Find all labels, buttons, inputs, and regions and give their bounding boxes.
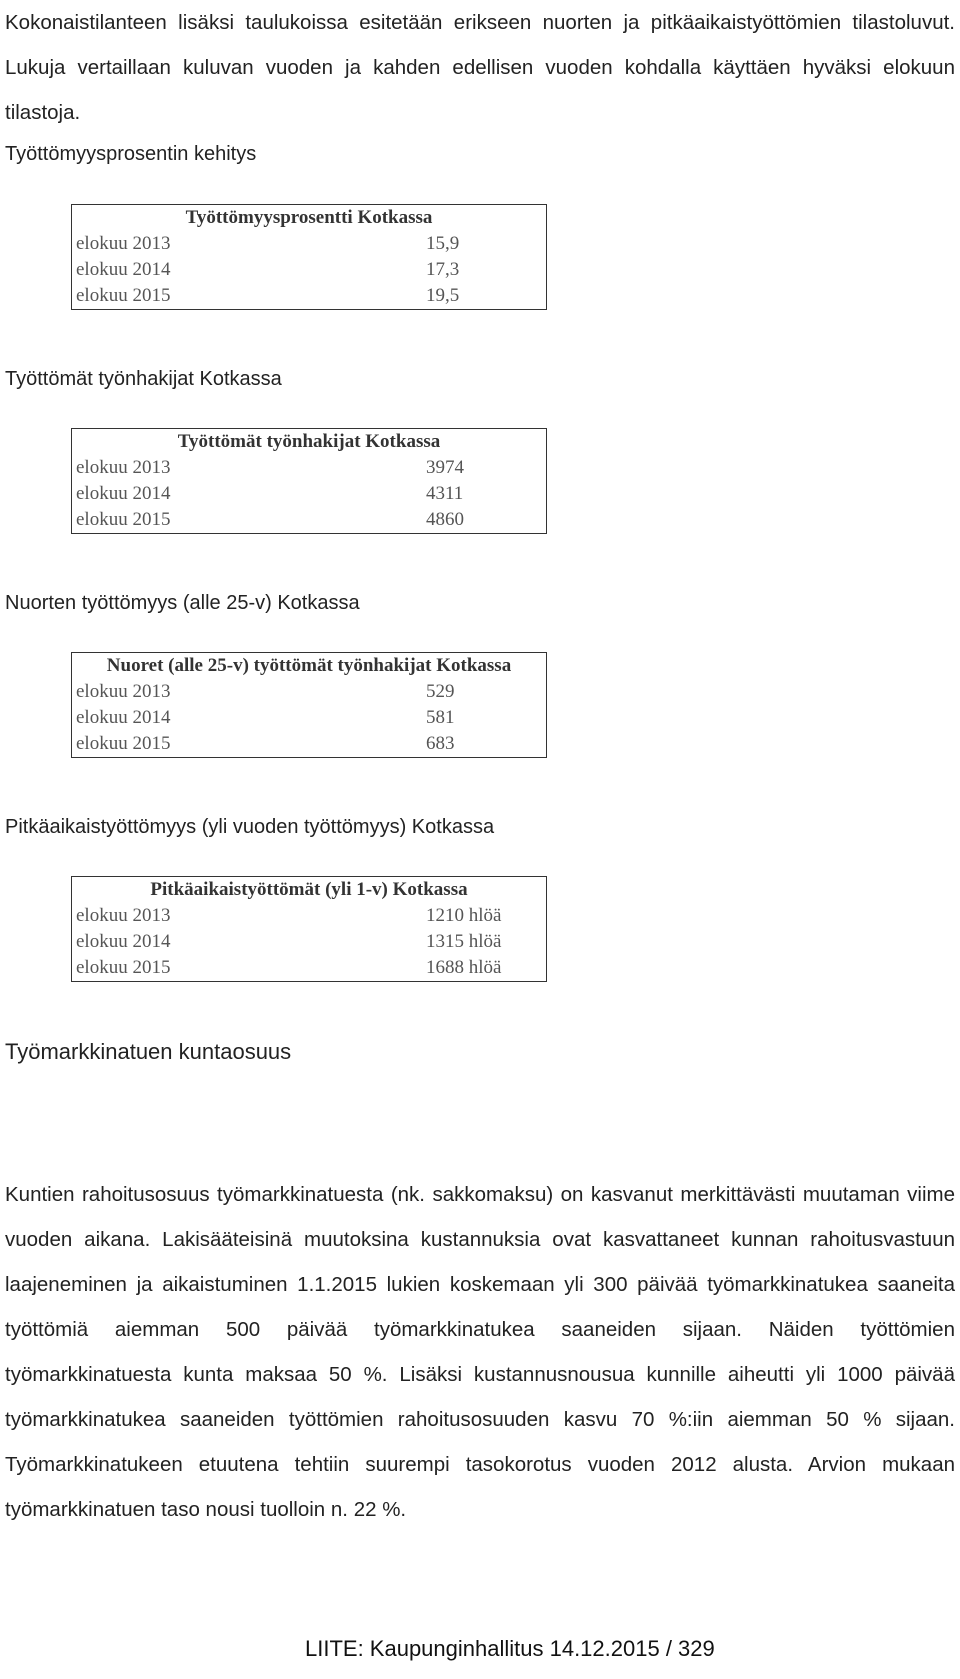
period-cell: elokuu 2013 bbox=[76, 905, 171, 926]
period-cell: elokuu 2015 bbox=[72, 731, 247, 758]
value-cell: 529 bbox=[426, 681, 455, 702]
table-unemployment-rate bbox=[71, 204, 547, 310]
page-footer: LIITE: Kaupunginhallitus 14.12.2015 / 329 bbox=[305, 1636, 715, 1661]
table-row bbox=[72, 955, 547, 982]
table-row bbox=[72, 679, 547, 705]
value-cell: 683 bbox=[246, 731, 547, 758]
value-cell: 3974 bbox=[426, 457, 464, 478]
value-cell: 1315 hlöä bbox=[426, 931, 502, 952]
period-cell: elokuu 2014 bbox=[76, 259, 171, 280]
section-heading-job-seekers: Työttömät työnhakijat Kotkassa bbox=[5, 368, 282, 390]
value-cell: 15,9 bbox=[426, 233, 460, 254]
section-heading-municipal-share: Työmarkkinatuen kuntaosuus bbox=[5, 1039, 292, 1064]
table-header: Pitkäaikaistyöttömät (yli 1-v) Kotkassa bbox=[150, 879, 468, 900]
table-row bbox=[72, 929, 547, 955]
table-long-term-unemployment bbox=[71, 876, 547, 982]
table-header: Työttömät työnhakijat Kotkassa bbox=[177, 431, 441, 452]
period-cell: elokuu 2015 bbox=[72, 283, 247, 310]
value-cell: 19,5 bbox=[246, 283, 547, 310]
table-row bbox=[72, 507, 547, 534]
table-row bbox=[72, 455, 547, 481]
period-cell: elokuu 2015 bbox=[72, 507, 247, 534]
table-row bbox=[72, 257, 547, 283]
period-cell: elokuu 2014 bbox=[76, 483, 171, 504]
table-header: Työttömyysprosentti Kotkassa bbox=[185, 207, 433, 228]
table-row bbox=[72, 481, 547, 507]
section-heading-youth-unemployment: Nuorten työttömyys (alle 25-v) Kotkassa bbox=[5, 592, 360, 614]
value-cell: 581 bbox=[426, 707, 455, 728]
period-cell: elokuu 2015 bbox=[72, 955, 247, 982]
intro-paragraph: Kokonaistilanteen lisäksi taulukoissa esitetään erikseen nuorten ja pitkäaikaistyöttömien tilastoluvut. Lukuja vertaillaan kuluvan vuoden ja kahden edellisen vuoden kohdalla käyttäen hyväksi elokuun tilastoja. bbox=[5, 11, 955, 124]
period-cell: elokuu 2013 bbox=[76, 233, 171, 254]
value-cell: 1210 hlöä bbox=[426, 905, 502, 926]
table-row bbox=[72, 283, 547, 310]
body-paragraph: Kuntien rahoitusosuus työmarkkinatuesta (nk. sakkomaksu) on kasvanut merkittävästi muutaman viime vuoden aikana. Lakisääteisinä muutoksina kustannuksia ovat kasvattaneet kunnan rahoitusvastuun laajeneminen ja aikaistuminen 1.1.2015 lukien koskemaan yli 300 päivää työmarkkinatukea saaneita työttömiä aiemman 500 päivää työmarkkinatukea saaneiden sijaan. Näiden työttömien työmarkkinatuesta kunta maksaa 50 %. Lisäksi kustannusnousua kunnille aiheutti yli 1000 päivää työmarkkinatukea saaneiden työttömien rahoitusosuuden kasvu 70 %:iin aiemman 50 % sijaan. Työmarkkinatukeen etuutena tehtiin suurempi tasokorotus vuoden 2012 alusta. Arvion mukaan työmarkkinatuen taso nousi tuolloin n. 22 %. bbox=[5, 1183, 955, 1521]
table-youth-unemployment bbox=[71, 652, 547, 758]
municipal-share-paragraph bbox=[5, 1172, 955, 1532]
table-row bbox=[72, 705, 547, 731]
table-row bbox=[72, 731, 547, 758]
value-cell: 4860 bbox=[246, 507, 547, 534]
table-header: Nuoret (alle 25-v) työttömät työnhakijat Kotkassa bbox=[106, 655, 512, 676]
section-heading-long-term-unemployment: Pitkäaikaistyöttömyys (yli vuoden työttömyys) Kotkassa bbox=[5, 816, 495, 838]
value-cell: 17,3 bbox=[426, 259, 460, 280]
table-row bbox=[72, 231, 547, 257]
period-cell: elokuu 2013 bbox=[76, 681, 171, 702]
table-row bbox=[72, 903, 547, 929]
period-cell: elokuu 2014 bbox=[76, 931, 171, 952]
section-heading-unemployment-rate: Työttömyysprosentin kehitys bbox=[5, 143, 257, 165]
value-cell: 4311 bbox=[426, 483, 464, 504]
period-cell: elokuu 2014 bbox=[76, 707, 171, 728]
value-cell: 1688 hlöä bbox=[246, 955, 547, 982]
table-job-seekers bbox=[71, 428, 547, 534]
period-cell: elokuu 2013 bbox=[76, 457, 171, 478]
